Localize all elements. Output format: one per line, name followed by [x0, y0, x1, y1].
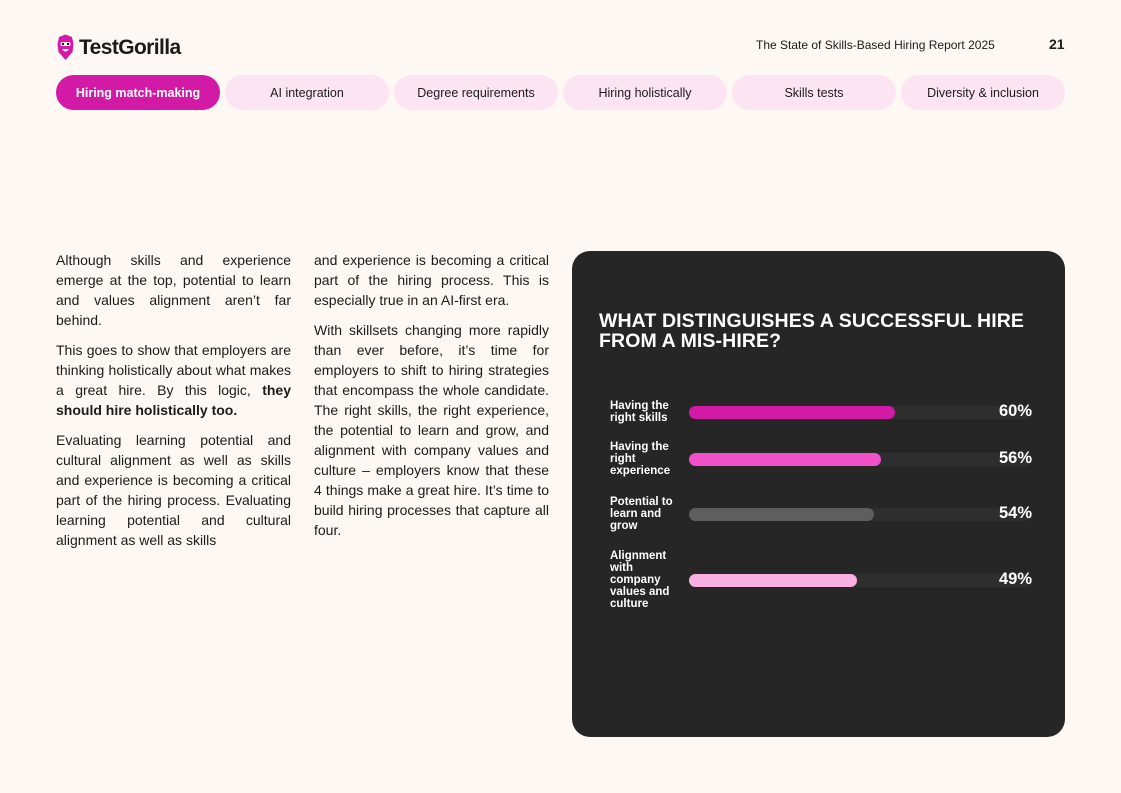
gorilla-logo-icon — [56, 34, 75, 62]
bar-label: Having the right skills — [610, 400, 669, 424]
paragraph-emphasis: they should hire holistically too. — [56, 382, 291, 418]
bar-track — [689, 508, 1032, 521]
paragraph: Evaluating learning potential and cultural alignment as well as skills and experience is becoming a critical part of the hiring process. Evaluating learning potential and cultural alignment as well as skills — [56, 432, 291, 548]
tab-degree-requirements[interactable]: Degree requirements — [394, 75, 558, 110]
tab-skills-tests[interactable]: Skills tests — [732, 75, 896, 110]
bar — [689, 508, 874, 521]
paragraph-text: This goes to show that employers are thinking holistically about what makes a great hire. By this logic, — [56, 342, 291, 398]
tab-diversity-inclusion[interactable]: Diversity & inclusion — [901, 75, 1065, 110]
chart-card — [572, 251, 1065, 737]
paragraph — [56, 340, 291, 420]
bar-track — [689, 574, 1032, 587]
tab-hiring-match-making[interactable]: Hiring match-making — [56, 75, 220, 110]
bar — [689, 453, 881, 466]
brand-name: TestGorilla — [79, 36, 181, 59]
bar — [689, 406, 895, 419]
brand-logo — [56, 34, 181, 62]
bar-label: Having the right experience — [610, 441, 671, 477]
bar — [689, 574, 857, 587]
tab-hiring-holistically[interactable]: Hiring holistically — [563, 75, 727, 110]
tab-ai-integration[interactable]: AI integration — [225, 75, 389, 110]
report-title: The State of Skills-Based Hiring Report 2025 — [756, 38, 995, 52]
paragraph: With skillsets changing more rapidly than ever before, it’s time for employers to shift to hiring strategies that encompass the whole candidate. The right skills, the right experience, the potential to learn and grow, and alignment with company values and culture – employers know that these 4 things make a great hire. It’s time to build hiring processes that capture all four. — [314, 322, 549, 538]
body-column-2 — [314, 250, 549, 550]
paragraph: and experience is becoming a critical part of the hiring process. This is especially true in an AI-first era. — [314, 252, 549, 308]
bar-value-label: 60% — [998, 402, 1032, 420]
bar-value-label: 56% — [998, 449, 1032, 467]
bar-track — [689, 406, 1032, 419]
bar-track — [689, 453, 1032, 466]
section-tabs — [56, 75, 1065, 110]
bar-label: Alignment with company values and culture — [610, 550, 670, 610]
bar-value-label: 49% — [998, 570, 1032, 588]
page-number: 21 — [1049, 36, 1065, 52]
bar-label: Potential to learn and grow — [610, 496, 673, 532]
body-column-1 — [56, 250, 291, 560]
bar-value-label: 54% — [998, 504, 1032, 522]
paragraph: Although skills and experience emerge at the top, potential to learn and values alignment aren’t far behind. — [56, 252, 291, 328]
chart-title: WHAT DISTINGUISHES A SUCCESSFUL HIRE FROM A MIS-HIRE? — [599, 310, 1025, 352]
